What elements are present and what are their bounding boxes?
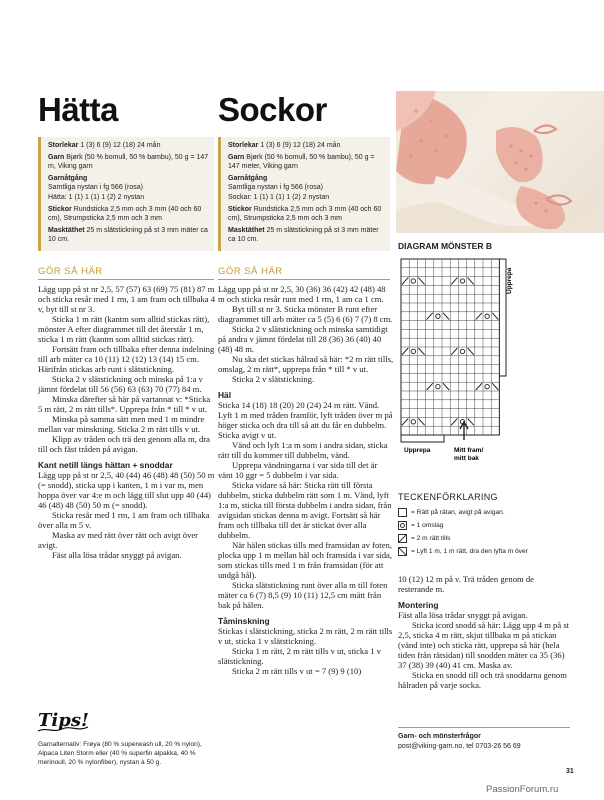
diagram-mitt-l2: mitt bak xyxy=(454,455,479,462)
sockor-p12: Stickas i slätstickning, sticka 2 m rätt, 2 m rätt tills v ut, sticka 1 v slätstickning. xyxy=(218,626,393,646)
hatta-instructions xyxy=(38,284,216,560)
right-h-montering: Montering xyxy=(398,600,439,610)
legend-k2tog-icon xyxy=(398,534,407,543)
hatta-gauge-value: 25 m slätstickning på st 3 mm mäter ca 10 cm. xyxy=(48,226,208,244)
sockor-title: Sockor xyxy=(218,91,327,128)
legend-item-yo xyxy=(398,519,598,532)
hatta-yarn-amount-l1: Samtliga nystan i fg 566 (rosa) xyxy=(48,184,143,192)
right-p4: Sticka en snodd till och trä snoddarna genom hålraden på varje socka. xyxy=(398,670,567,690)
legend-knit-icon xyxy=(398,508,407,517)
sockor-yarn-value: Bjørk (50 % bomull, 50 % bambu), 50 g = 147 meter, Viking garn xyxy=(228,153,375,171)
sockor-instructions xyxy=(218,284,394,676)
hatta-needles-value: Rundsticka 2,5 mm och 3 mm (40 och 60 cm), Strumpsticka 2,5 mm och 3 mm xyxy=(48,205,202,223)
hatta-p9: Sticka resår med 1 rm, 1 am fram och tillbaka över alla m 5 v. xyxy=(38,510,210,530)
page-number: 31 xyxy=(566,768,574,775)
legend-item-yo-label: = 1 omslag xyxy=(411,522,444,529)
sockor-yarn-amount-label: Garnåtgång xyxy=(228,174,268,182)
diagram-grid xyxy=(396,254,536,474)
sockor-gauge-value: 25 m slätstickning på st 3 mm mäter ca 10 cm. xyxy=(228,226,379,244)
contact-divider xyxy=(398,727,570,728)
diagram-title: DIAGRAM MÖNSTER B xyxy=(398,241,492,251)
sockor-p5: Sticka 2 v slätstickning. xyxy=(232,374,315,384)
sockor-p7: Vänd och lyft 1:a m som i andra sidan, sticka rätt till du kommer till dubbelm, vänd. xyxy=(218,440,388,460)
legend-item-knit-label: = Rätt på rätan, avigt på avigan. xyxy=(411,509,505,516)
hatta-sizes-label: Storlekar xyxy=(48,142,79,149)
legend-item-knit xyxy=(398,506,598,519)
product-photo xyxy=(396,91,604,233)
legend-title: TECKENFÖRKLARING xyxy=(398,492,498,502)
sockor-gauge-label: Masktäthet xyxy=(228,226,265,234)
sockor-h-tam: Tåminskning xyxy=(218,616,270,626)
right-instructions xyxy=(398,574,570,690)
sockor-p13: Sticka 1 m rätt, 2 m rätt tills v ut, sticka 1 v slätstickning. xyxy=(218,646,381,666)
right-p3: Sticka icord snodd så här: Lägg upp 4 m på st 2,5, sticka 4 m rätt, skjut tillbaka m på stickan (vänd inte) och sticka rätt, upprepa så här (hela tiden från rätsidan) till snodden mäter ca 35 (36) 37 (38) 39 (40) 41 cm. Maska av. xyxy=(398,620,570,670)
contact-heading: Garn- och mönsterfrågor xyxy=(398,733,481,740)
hatta-yarn-value: Bjørk (50 % bomull, 50 % bambu), 50 g = 147 m, Viking garn xyxy=(48,153,209,171)
hatta-spec-box xyxy=(38,137,214,251)
hatta-p5: Minska därefter så här på vartannat v: *Sticka 5 m rätt, 2 m rätt tills*. Upprepa från * till * v ut. xyxy=(38,394,211,414)
tips-heading: Tips! xyxy=(38,710,89,731)
sockor-p2: Byt till st nr 3. Sticka mönster B runt efter diagrammet till arb mäter ca 5 (5) 6 (6) 7 (7) 8 cm. xyxy=(218,304,393,324)
diagram-chart xyxy=(396,254,536,474)
sockor-p4: Nu ska det stickas hålrad så här: *2 m rätt tills, omslag, 2 m rätt*, upprepa från * till * v ut. xyxy=(218,354,394,374)
diagram-mitt-l1: Mitt fram/ xyxy=(454,447,484,454)
hatta-p10: Maska av med rätt över rätt och avigt över avigt. xyxy=(38,530,199,550)
legend-skp-icon xyxy=(398,547,407,556)
watermark: PassionForum.ru xyxy=(486,784,559,795)
hatta-p3: Fortsätt fram och tillbaka efter denna indelning till arb mäter ca 10 (11) 12 (12) 13 (14) 15 cm. Härifrån stickas arb runt i slätstickning. xyxy=(38,344,215,374)
sockor-p6: Sticka 14 (18) 18 (20) 20 (24) 24 m rätt. Vänd. Lyft 1 m med tråden framför, lyft tråden över m på höger sticka och dra till så att du får en dubbelm. Sticka avigt v ut. xyxy=(218,400,393,440)
hatta-p2: Sticka 1 m rätt (kantm som alltid stickas rätt), mönster A efter diagrammet till det återstår 1 m, sticka 1 m rätt (kantm som alltid stickas rätt). xyxy=(38,314,210,344)
hatta-subhead: GÖR SÅ HÄR xyxy=(38,266,214,280)
sockor-h-hal: Häl xyxy=(218,390,232,400)
sockor-needles-label: Stickor xyxy=(228,205,252,213)
diagram-gridlines xyxy=(401,259,499,435)
hatta-p8: Lägg upp på st nr 2,5, 40 (44) 46 (48) 48 (50) 50 m (= snodd), sticka upp i kanten, 1 m i var m, men hoppa över var 4:e m och lägg till slut upp 40 (44) 46 (48) 48 (50) 50 m (= snodd). xyxy=(38,470,215,510)
hatta-needles-label: Stickor xyxy=(48,205,72,213)
right-p2: Fäst alla lösa trådar snyggt på avigan. xyxy=(398,610,528,620)
hatta-p11: Fäst alla lösa trådar snyggt på avigan. xyxy=(52,550,182,560)
legend-list xyxy=(398,506,598,558)
sockor-yarn-amount-l1: Samtliga nystan i fg 566 (rosa) xyxy=(228,184,323,192)
sockor-p3: Sticka 2 v slätstickning och minska samtidigt på andra v jämnt fördelat till 28 (36) 36 (40) 40 (48) 48 m. xyxy=(218,324,388,354)
legend-item-k2tog xyxy=(398,532,598,545)
tips-text: Garnalternativ: Frøya (80 % superwash ull, 20 % nylon), Alpaca Liten Storm eller (40 % superfin alpakka, 40 % merinoull, 20 % nylonfiber), nystan à 50 g. xyxy=(38,741,202,766)
hatta-yarn-amount-label: Garnåtgång xyxy=(48,174,88,182)
repeat-bracket-right xyxy=(499,259,506,376)
sockor-p14: Sticka 2 m rätt tills v ut = 7 (9) 9 (10) xyxy=(232,666,362,676)
hatta-h2: Kant netill längs hättan + snoddar xyxy=(38,460,173,470)
diagram-upprepa-bottom: Upprepa xyxy=(404,447,431,454)
repeat-bracket-bottom xyxy=(401,435,444,442)
hatta-gauge-label: Masktäthet xyxy=(48,226,85,234)
sockor-yarn-label: Garn xyxy=(228,153,245,161)
sockor-p11: Sticka slätstickning runt över alla m till foten mäter ca 6 (7) 8,5 (9) 10 (11) 12,5 cm mätt från bak på hälen. xyxy=(218,580,388,610)
contact-block xyxy=(398,732,578,752)
right-p1: 10 (12) 12 m på v. Trä tråden genom de resterande m. xyxy=(398,574,534,594)
hatta-p4: Sticka 2 v slätstickning och minska på 1:a v jämnt fördelat till 56 (56) 63 (63) 70 (77) 84 m. xyxy=(38,374,203,394)
sockor-p9: Sticka vidare så här: Sticka rätt till första dubbelm, sticka dubbelm rätt som 1 m. Vänd, lyft 1:a m, sticka till första dubbelm i andra sidan, från avigsidan stickas denna m avigt. Fortsätt så här fram och tillbaka till det är stickat över alla dubbelm. xyxy=(218,480,392,540)
sockor-p1: Lägg upp på st nr 2,5, 30 (36) 36 (42) 42 (48) 48 m och sticka resår runt med 1 rm, 1 am ca 1 cm. xyxy=(218,284,386,304)
hatta-sizes-value: 1 (3) 6 (9) 12 (18) 24 mån xyxy=(80,142,161,149)
hatta-yarn-label: Garn xyxy=(48,153,65,161)
sockor-yarn-amount-l2: Sockar: 1 (1) 1 (1) 1 (2) 2 nystan xyxy=(228,193,330,201)
hatta-p6: Minska på samma sätt men med 1 m mindre mellan var minskning. Sticka 2 m rätt tills v ut. xyxy=(38,414,205,434)
sockor-sizes-value: 1 (3) 6 (9) 12 (18) 24 mån xyxy=(260,142,341,149)
sockor-spec-box xyxy=(218,137,390,251)
legend-yo-icon xyxy=(398,521,407,530)
sockor-needles-value: Rundsticka 2,5 mm och 3 mm (40 och 60 cm), Strumpsticka 2,5 mm och 3 mm xyxy=(228,205,382,223)
legend-item-skp xyxy=(398,545,598,558)
sockor-subhead: GÖR SÅ HÄR xyxy=(218,266,390,280)
legend-item-k2tog-label: = 2 m rätt tills xyxy=(411,535,451,542)
hatta-title: Hätta xyxy=(38,91,119,128)
contact-line: post@viking-garn.no, tel 0703-26 56 69 xyxy=(398,743,521,750)
hatta-p7: Klipp av tråden och trä den genom alla m, dra till och fäst tråden på avigan. xyxy=(38,434,210,454)
diagram-upprepa-right: Upprepa xyxy=(506,267,513,294)
hatta-p1: Lägg upp på st nr 2,5, 57 (57) 63 (69) 75 (81) 87 m och sticka resår med 1 rm, 1 am fram och tillbaka 4 v, byt till st nr 3. xyxy=(38,284,216,314)
sockor-sizes-label: Storlekar xyxy=(228,142,259,149)
hatta-yarn-amount-l2: Hätta: 1 (1) 1 (1) 1 (2) 2 nystan xyxy=(48,193,145,201)
sockor-p8: Upprepa vändningarna i var sida till det är vänt 10 ggr = 5 dubbelm i var sida. xyxy=(218,460,378,480)
sockor-p10: När hälen stickas tills med framsidan av foten, plocka upp 1 m mellan häl och framsida i var sida, som stickas tills med 1 m från framsidan (för att undgå hål). xyxy=(218,540,392,580)
legend-item-skp-label: = Lyft 1 m, 1 m rätt, dra den lyfta m över xyxy=(411,548,528,555)
